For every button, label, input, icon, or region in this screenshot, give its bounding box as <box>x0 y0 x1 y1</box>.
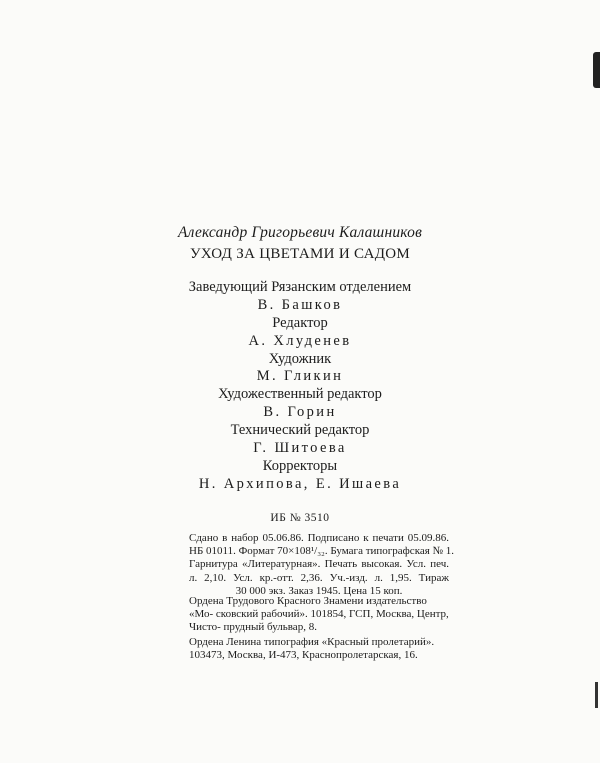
imprint-line: л. 2,10. Усл. кр.-отт. 2,36. Уч.-изд. л. 1,95. Тираж <box>189 571 449 584</box>
staff-name: В. Горин <box>263 404 337 421</box>
publisher-block <box>189 595 449 635</box>
publisher-line: Ордена Трудового Красного Знамени издательство «Мо- <box>189 595 427 621</box>
staff-name: Н. Архипова, Е. Ишаева <box>198 475 402 492</box>
imprint-line: 30 000 экз. Заказ 1945. Цена 15 коп. <box>235 584 403 597</box>
imprint-line: Сдано в набор 05.06.86. Подписано к печати 05.09.86. <box>189 532 449 544</box>
book-author: Александр Григорьевич Калашников <box>177 224 423 241</box>
staff-credits <box>0 279 600 494</box>
printer-line: Ордена Ленина типография «Красный пролетарий». <box>189 636 435 648</box>
staff-role: Заведующий Рязанским отделением <box>188 279 412 295</box>
staff-name: М. Гликин <box>256 368 344 385</box>
staff-name: В. Башков <box>257 296 343 313</box>
printer-block <box>189 636 449 662</box>
imprint-block <box>189 532 455 598</box>
staff-name: А. Хлуденев <box>248 332 352 349</box>
imprint-line: НБ 01011. Формат 70×108¹/₃₂. Бумага типографская № 1. <box>189 545 455 558</box>
staff-role: Технический редактор <box>230 422 370 439</box>
staff-role: Редактор <box>272 314 328 331</box>
publisher-line: прудный бульвар, 8. <box>223 621 317 634</box>
staff-role: Художественный редактор <box>218 386 382 403</box>
publisher-line: сковский рабочий». 101854, ГСП, Москва, Центр, Чисто- <box>189 608 449 634</box>
scan-edge-mark <box>593 52 600 88</box>
scan-edge-mark-lower <box>595 682 598 708</box>
staff-name: Г. Шитоева <box>253 440 347 457</box>
ib-number: ИБ № 3510 <box>270 512 330 524</box>
book-title: УХОД ЗА ЦВЕТАМИ И САДОМ <box>190 246 410 262</box>
staff-role: Художник <box>268 350 332 367</box>
imprint-line: Гарнитура «Литературная». Печать высокая. Усл. печ. <box>189 558 449 571</box>
printer-line: 103473, Москва, И-473, Краснопролетарская, 16. <box>189 649 418 662</box>
staff-role: Корректоры <box>262 457 338 474</box>
